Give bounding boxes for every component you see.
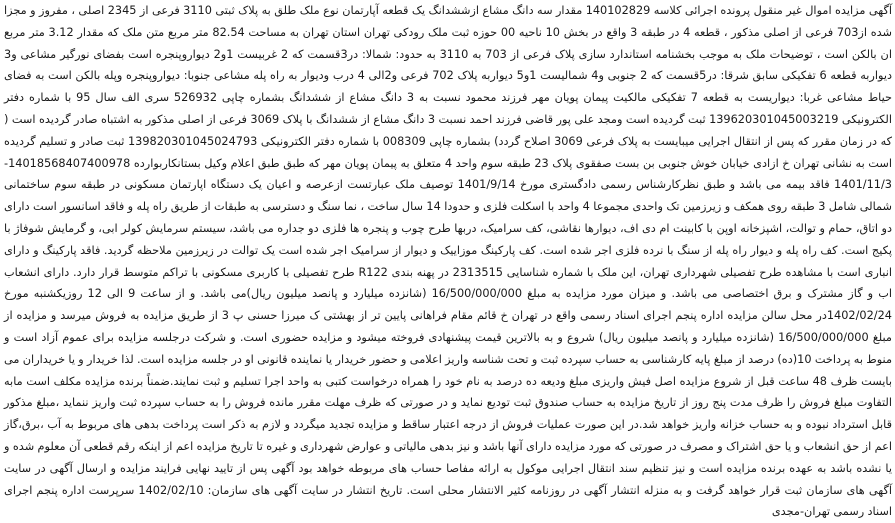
notice-body-text: آگهی مزایده اموال غیر منقول پرونده اجرائی کلاسه 140102829 مقدار سه دانگ مشاع ازششدانگ یک قطعه آپارتمان نوع ملک طلق به پلاک ثبتی 3110 فرعی از 2345 اصلی ، مفروز و مجزا شده از703 فرعی از اصلی مذکور ، قطعه 4 در طبقه 3 واقع در بخش 10 ناحیه 00 حوزه ثبت ملک رودکی تهران استان تهران به مساحت 82.54 متر مربع متن ملک که مقدار 3.12 متر مربع ان بالکن است ، توضیحات ملک به موجب بخشنامه استاندارد سازی پلاک فرعی از 703 به 3110 به حدود: شمالا: در3قسمت که 2 غربیست 1و2 دیواروپنجره است بفضای نورگیر مشاعی و3 دیواربه قطعه 6 تفکیکی سابق شرقا: در5قسمت که 2 جنوبی و4 شمالیست 1و5 دیواربه پلاک 702 فرعی و2الی 4 درب ودیوار به راه پله مشاعی جنوبا: دیواروپنجره وپله بالکن است به فضای حیاط مشاعی غربا: دیواریست به قطعه 7 تفکیکی مالکیت پیمان پویان مهر فرزند محمود نسبت به 3 دانگ مشاع از ششدانگ بشماره چاپی 526932 سری الف سال 95 با شماره دفتر الکترونیکی 139620301045003219 ثبت گردیده است ومجد علی پور قاضی فرزند احمد نسبت 3 دانگ مشاع از ششدانگ با پلاک 3069 فرعی از اصلی مذکور به اشتباه صادر گردیده است ( که در زمان مقرر که پس از انتقال اجرایی میبایست به پلاک فرعی 3069 اصلاح گردد) بشماره چاپی 008309 با شماره دفتر الکترونیکی 139820301045024793 ثبت صادر و تسلیم گردیده است به نشانی تهران خ ازادی خیابان خوش جنوبی بن بست صفقوی پلاک 23 طبقه سوم واحد 4 متعلق به پیمان پویان مهر که طبق طبق اعلام وکیل بستانکاربوارده 14018568407400978-1401/11/3 فاقد بیمه می باشد و طبق نظرکارشناس رسمی دادگستری مورخ 1401/9/14 توصیف ملک عبارتست ازعرصه و اعیان یک دستگاه اپارتمان مسکونی در طبقه سوم ساختمانی شمالی شامل 3 طبقه روی همکف و زیرزمین تک واحدی مجموعا 4 واحد با اسکلت فلزی و حدودا 14 سال ساخت ، نما سنگ و دسترسی به طبقات از طریق راه پله و فاقد اسانسور است دارای دو اتاق، حمام و توالت، اشپزخانه اوپن با کابینت ام دی اف، دیوارها نقاشی، کف سرامیک، دربها طرح چوب و پنجره ها فلزی دو جداره می باشد، سیستم سرمایش کولر ابی، و گرمایش شوفاژ با پکیج است. کف راه پله و دیوار راه پله از سنگ با نرده فلزی اجر شده است. کف پارکینگ موزاییک و دیوار از سرامیک اجر شده است یک توالت در زیرزمین ملاحظه گردید. فاقد پارکینگ و دارای انباری است با مشاهده طرح تفصیلی شهرداری تهران، این ملک با شماره شناسایی 2313515 در پهنه بندی R122 طرح تفصیلی با کاربری مسکونی با تراکم متوسط قرار دارد. دارای انشعاب اب و گاز مشترک و برق اختصاصی می باشد. و میزان مورد مزایده به مبلغ 16/500/000/000 (شانزده میلیارد و پانصد میلیون ریال)می باشد. و از ساعت 9 الی 12 روزیکشنبه مورخ 1402/02/24در محل سالن مزایده اداره پنجم اجرای اسناد رسمی واقع در تهران خ قائم مقام فراهانی پایین تر از بهشتی ک میرزا حسنی پ 3 از طریق مزایده به فروش میرسد و مزایده از مبلغ 16/500/000/000 (شانزده میلیارد و پانصد میلیون ریال) شروع و به بالاترین قیمت پیشنهادی فروخته میشود و مزایده حضوری است. و شرکت درجلسه مزایده برای عموم آزاد است و منوط به پرداخت 10(ده) درصد از مبلغ پایه کارشناسی به حساب سپرده ثبت و تحت شناسه واریز اعلامی و حضور خریدار یا نماینده قانونی او در جلسه مزایده است. لذا خریدار و یا خریداران می بایست ظرف 48 ساعت قبل از شروع مزایده اصل فیش واریزی مبلغ ودیعه ده درصد به نام خود را همراه درخواست کتبی به واحد اجرا تسلیم و ثبت نمایند.ضمناً برنده مزایده مکلف است مابه التفاوت مبلغ فروش را ظرف مدت پنج روز از تاریخ مزایده به حساب صندوق ثبت تودیع نماید و در صورتی که ظرف مهلت مقرر مانده فروش را به حساب سپرده ثبت واریز ننماید ،مبلغ مذکور قابل استرداد نبوده و به حساب خزانه واریز خواهد شد.در این صورت عملیات فروش از درجه اعتبار ساقط و مزایده تجدید میگردد و لازم به ذکر است پرداخت بدهی های مربوط به آب ،برق،گاز اعم از حق انشعاب و یا حق اشتراک و مصرف در صورتی که مورد مزایده دارای آنها باشد و نیز بدهی مالیاتی و عوارض شهرداری و غیره تا تاریخ مزایده اعم از اینکه رقم قطعی آن معلوم شده و یا نشده باشد به عهده برنده مزایده است و نیز تنظیم سند انتقال اجرایی موکول به ارائه مفاصا حساب های مربوطه خواهد بود آگهی پس از تایید نهایی فرایند مزایده و ارسال آگهی در سایت آگهی های سازمان ثبت قرار خواهد گرفت و به منزله انتشار آگهی در روزنامه کثیر الانتشار محلی است. تاریخ انتشار در سایت آگهی های سازمان: 1402/02/10 سرپرست اداره پنجم اجرای اسناد رسمی تهران-مجدی: [4, 4, 893, 519]
